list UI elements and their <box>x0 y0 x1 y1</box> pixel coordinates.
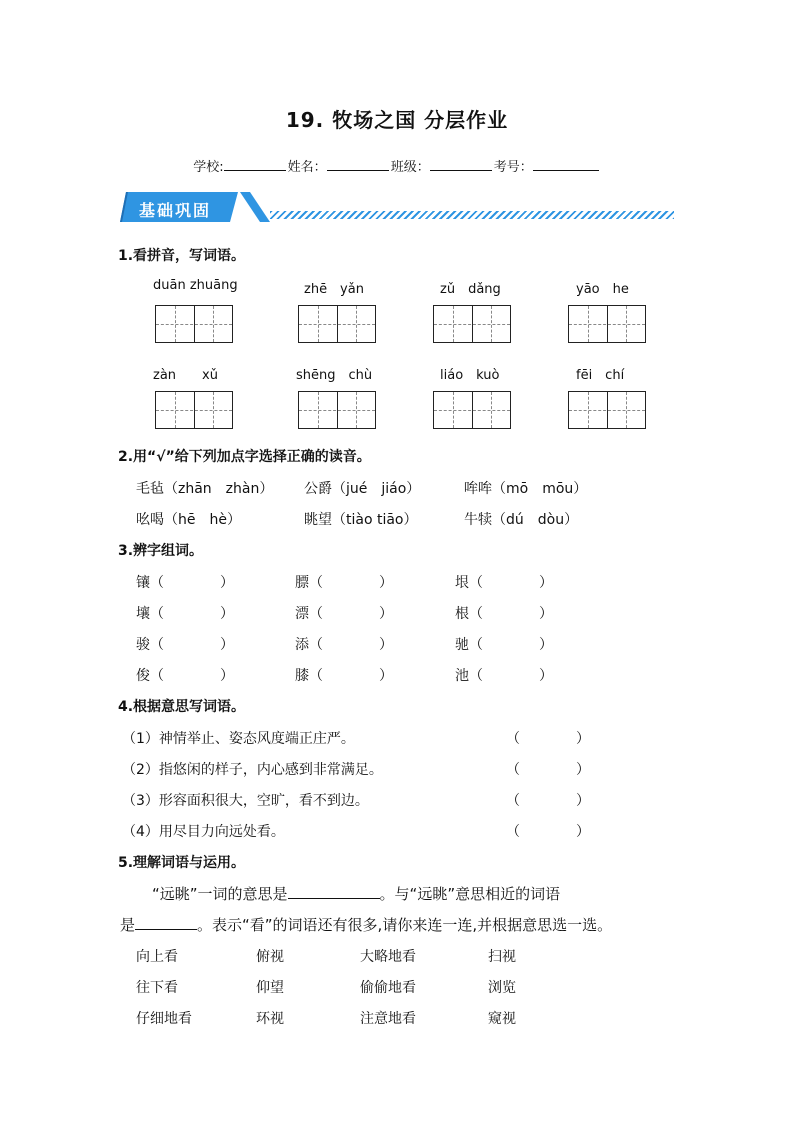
page-title: 19. 牧场之国 分层作业 <box>285 108 509 132</box>
word-group-item[interactable]: 根（ ） <box>455 606 553 622</box>
word-group-item[interactable]: 池（ ） <box>455 668 553 684</box>
student-info-line <box>0 156 794 175</box>
word-group-item[interactable]: 骏（ ） <box>136 637 234 653</box>
reading-item-1[interactable]: 毛毡（zhān zhàn） <box>136 481 274 497</box>
question-1-title: 1.看拼音，写词语。 <box>118 248 246 264</box>
exam-number-field[interactable] <box>533 158 599 171</box>
word-group-item[interactable]: 垠（ ） <box>455 575 553 591</box>
reading-item-2[interactable]: 公爵（jué jiáo） <box>304 481 421 497</box>
meaning-item-1: （1）神情举止、姿态风度端正庄严。 <box>122 731 355 747</box>
match-item[interactable]: 向上看 <box>136 949 178 965</box>
writing-grid-2[interactable] <box>298 305 376 343</box>
usage-line-1-end: 。与“远眺”意思相近的词语 <box>379 885 561 903</box>
usage-line-2-start: 是 <box>120 916 136 934</box>
match-item[interactable]: 扫视 <box>488 949 516 965</box>
meaning-answer-4[interactable]: （ ） <box>506 824 590 840</box>
pinyin-8: fēi chí <box>576 368 625 383</box>
word-group-item[interactable]: 漂（ ） <box>295 606 393 622</box>
name-label: 姓名： <box>287 160 327 175</box>
meaning-item-2: （2）指悠闲的样子，内心感到非常满足。 <box>122 762 383 778</box>
question-4-title: 4.根据意思写词语。 <box>118 699 246 715</box>
match-item[interactable]: 仔细地看 <box>136 1011 192 1027</box>
word-group-item[interactable]: 壤（ ） <box>136 606 234 622</box>
writing-grid-8[interactable] <box>568 391 646 429</box>
usage-line-1-start: “远眺”一词的意思是 <box>152 885 288 903</box>
section-label: 基础巩固 <box>139 201 212 220</box>
writing-grid-3[interactable] <box>433 305 511 343</box>
pinyin-2: zhē yǎn <box>304 282 364 297</box>
match-item[interactable]: 偷偷地看 <box>360 980 416 996</box>
word-group-item[interactable]: 驰（ ） <box>455 637 553 653</box>
pinyin-7: liáo kuò <box>440 368 500 383</box>
usage-line-2-end: 。表示“看”的词语还有很多,请你来连一连,并根据意思选一选。 <box>197 916 613 934</box>
class-field[interactable] <box>430 158 492 171</box>
reading-item-5[interactable]: 眺望（tiào tiāo） <box>304 512 418 528</box>
word-group-item[interactable]: 膝（ ） <box>295 668 393 684</box>
meaning-item-4: （4）用尽目力向远处看。 <box>122 824 285 840</box>
meaning-answer-1[interactable]: （ ） <box>506 731 590 747</box>
writing-grid-4[interactable] <box>568 305 646 343</box>
match-item[interactable]: 窥视 <box>488 1011 516 1027</box>
class-label: 班级： <box>390 160 430 175</box>
match-item[interactable]: 俯视 <box>256 949 284 965</box>
match-item[interactable]: 浏览 <box>488 980 516 996</box>
synonym-blank[interactable] <box>135 915 197 930</box>
match-item[interactable]: 往下看 <box>136 980 178 996</box>
word-group-item[interactable]: 添（ ） <box>295 637 393 653</box>
question-2-title: 2.用“√”给下列加点字选择正确的读音。 <box>118 449 371 465</box>
school-label: 学校: <box>193 160 224 175</box>
reading-item-6[interactable]: 牛犊（dú dòu） <box>464 512 579 528</box>
meaning-answer-2[interactable]: （ ） <box>506 762 590 778</box>
pinyin-4: yāo he <box>576 282 629 297</box>
reading-item-4[interactable]: 吆喝（hē hè） <box>136 512 241 528</box>
usage-line-1 <box>152 883 560 904</box>
school-field[interactable] <box>224 158 286 171</box>
writing-grid-6[interactable] <box>298 391 376 429</box>
writing-grid-7[interactable] <box>433 391 511 429</box>
pinyin-1: duān zhuāng <box>153 278 238 293</box>
reading-item-3[interactable]: 哞哞（mō mōu） <box>464 481 588 497</box>
meaning-item-3: （3）形容面积很大，空旷，看不到边。 <box>122 793 369 809</box>
exam-label: 考号： <box>493 160 533 175</box>
question-5-title: 5.理解词语与运用。 <box>118 855 246 871</box>
meaning-blank[interactable] <box>288 884 380 899</box>
match-item[interactable]: 大略地看 <box>360 949 416 965</box>
pinyin-5: zàn xǔ <box>153 368 218 383</box>
match-item[interactable]: 仰望 <box>256 980 284 996</box>
name-field[interactable] <box>327 158 389 171</box>
question-3-title: 3.辨字组词。 <box>118 543 204 559</box>
match-item[interactable]: 环视 <box>256 1011 284 1027</box>
pinyin-3: zǔ dǎng <box>440 282 501 297</box>
match-item[interactable]: 注意地看 <box>360 1011 416 1027</box>
usage-line-2 <box>120 914 612 935</box>
pinyin-6: shēng chù <box>296 368 373 383</box>
writing-grid-1[interactable] <box>155 305 233 343</box>
meaning-answer-3[interactable]: （ ） <box>506 793 590 809</box>
section-divider <box>270 211 674 219</box>
word-group-item[interactable]: 镶（ ） <box>136 575 234 591</box>
word-group-item[interactable]: 膘（ ） <box>295 575 393 591</box>
writing-grid-5[interactable] <box>155 391 233 429</box>
word-group-item[interactable]: 俊（ ） <box>136 668 234 684</box>
